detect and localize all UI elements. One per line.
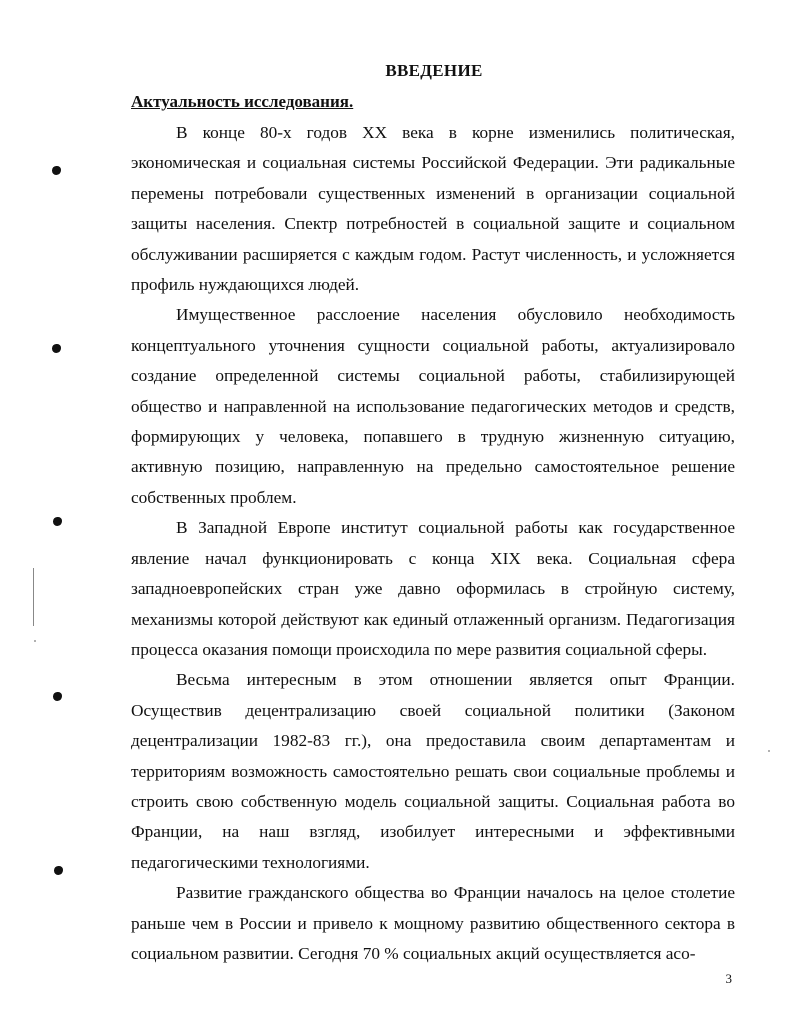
- page-title: ВВЕДЕНИЕ: [385, 61, 483, 80]
- paragraph-2: Имущественное расслоение населения обусловило необходимость концептуального уточнения сущности социальной работы, актуализировало создание определенной системы социальной работы, стабилизирующей общество и направленной на использование педагогических методов и средств, формирующих у человека, попавшего в трудную жизненную ситуацию, активную позицию, направленную на предельно самостоятельное решение собственных проблем.: [131, 305, 735, 507]
- paragraph-5: Развитие гражданского общества во Франции началось на целое столетие раньше чем в России и привело к мощному развитию общественного сектора в социальном развитии. Сегодня 70 % социальных акций осуществляется асо-: [131, 883, 735, 963]
- scan-margin-line: [33, 568, 34, 626]
- paragraph-3: В Западной Европе институт социальной работы как государственное явление начал функционировать с конца XIX века. Социальная сфера западноевропейских стран уже давно оформилась в стройную систему, механизмы которой действуют как единый отлаженный организм. Педагогизация процесса оказания помощи происходила по мере развития социальной сферы.: [131, 518, 735, 659]
- page-number: 3: [725, 971, 732, 986]
- body-text: [131, 118, 735, 969]
- paragraph-4: Весьма интересным в этом отношении является опыт Франции. Осуществив децентрализацию своей социальной политики (Законом децентрализации 1982-83 гг.), она предоставила своим департаментам и территориям возможность самостоятельно решать свои социальные проблемы и строить свою собственную модель социальной защиты. Социальная работа во Франции, на наш взгляд, изобилует интересными и эффективными педагогическими технологиями.: [131, 670, 735, 872]
- punch-hole-mark: [52, 166, 61, 175]
- punch-hole-mark: [53, 692, 62, 701]
- scan-speck: [768, 750, 770, 752]
- punch-hole-mark: [53, 517, 62, 526]
- punch-hole-mark: [54, 866, 63, 875]
- section-subheading: Актуальность исследования.: [131, 92, 354, 111]
- scan-speck: [34, 640, 36, 642]
- punch-hole-mark: [52, 344, 61, 353]
- paragraph-1: В конце 80-х годов XX века в корне изменились политическая, экономическая и социальная системы Российской Федерации. Эти радикальные перемены потребовали существенных изменений в организации социальной защиты населения. Спектр потребностей в социальной защите и социальном обслуживании расширяется с каждым годом. Растут численность, и усложняется профиль нуждающихся людей.: [131, 123, 735, 295]
